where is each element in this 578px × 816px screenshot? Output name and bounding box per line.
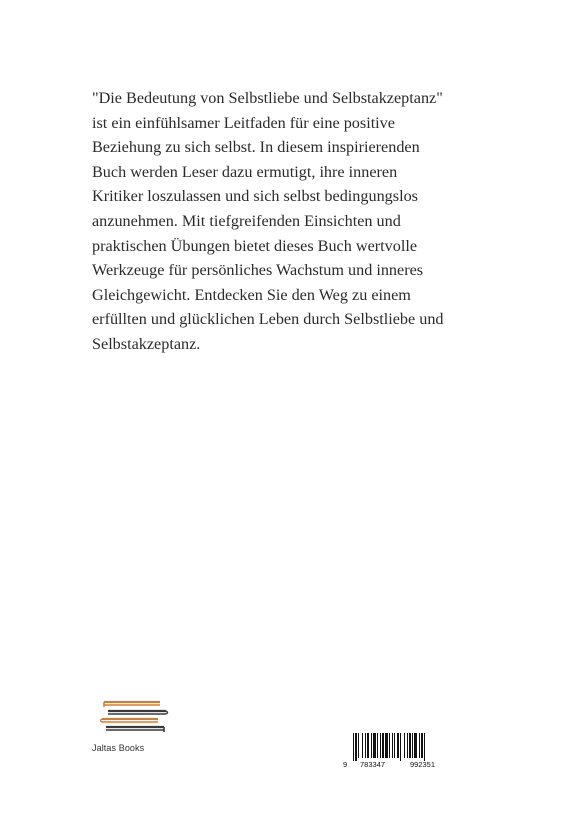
- barcode-bar: [380, 733, 381, 758]
- barcode-bar: [373, 733, 376, 758]
- barcode-bar: [355, 733, 357, 761]
- barcode-group-left: 783347: [360, 760, 386, 769]
- publisher-name: Jaltas Books: [92, 743, 145, 753]
- barcode-bar: [362, 733, 363, 758]
- barcode-bars: [343, 733, 459, 761]
- barcode-bar: [409, 733, 411, 758]
- description-line: Kritiker loszulassen und sich selbst bedingungslos: [92, 187, 418, 206]
- description-line: Selbstakzeptanz.: [92, 334, 201, 353]
- description-line: Beziehung zu sich selbst. In diesem inspirierenden: [92, 138, 420, 157]
- barcode-bar: [421, 733, 423, 758]
- barcode-bar: [419, 733, 420, 758]
- barcode-bar: [389, 733, 390, 758]
- barcode-bar: [407, 733, 408, 758]
- barcode-bar: [392, 733, 393, 758]
- barcode-bar: [394, 733, 395, 758]
- barcode-bar: [367, 733, 369, 758]
- description-line: Werkzeuge für persönliches Wachstum und inneres: [92, 261, 424, 280]
- barcode-bar: [353, 733, 354, 761]
- barcode-bar: [404, 733, 405, 758]
- barcode-bar: [414, 733, 417, 758]
- barcode-bar: [365, 733, 366, 758]
- barcode-prefix-digit: 9: [343, 760, 348, 769]
- barcode-bar: [397, 733, 399, 758]
- publisher-logo: [92, 690, 176, 760]
- barcode-bar: [424, 733, 425, 761]
- barcode-bar: [400, 733, 401, 761]
- barcode-bar: [371, 733, 372, 758]
- barcode-bar: [385, 733, 388, 758]
- description-line: praktischen Übungen bietet dieses Buch wertvolle: [92, 236, 418, 255]
- description-line: ist ein einfühlsamer Leitfaden für eine positive: [92, 113, 395, 132]
- barcode-bar: [382, 733, 384, 758]
- description-line: Buch werden Leser dazu ermutigt, ihre inneren: [92, 162, 398, 181]
- isbn-barcode: [343, 733, 459, 773]
- barcode-group-right: 992351: [410, 760, 436, 769]
- barcode-bar: [358, 733, 359, 758]
- description-line: anzunehmen. Mit tiefgreifenden Einsichten und: [92, 211, 401, 230]
- barcode-bar: [377, 733, 378, 758]
- description-line: Gleichgewicht. Entdecken Sie den Weg zu einem: [92, 285, 411, 304]
- barcode-bar: [412, 733, 413, 758]
- book-description: [92, 86, 512, 357]
- description-line: "Die Bedeutung von Selbstliebe und Selbstakzeptanz": [92, 89, 443, 107]
- stacked-books-icon: [96, 690, 170, 740]
- description-line: erfüllten und glücklichen Leben durch Selbstliebe und: [92, 310, 444, 329]
